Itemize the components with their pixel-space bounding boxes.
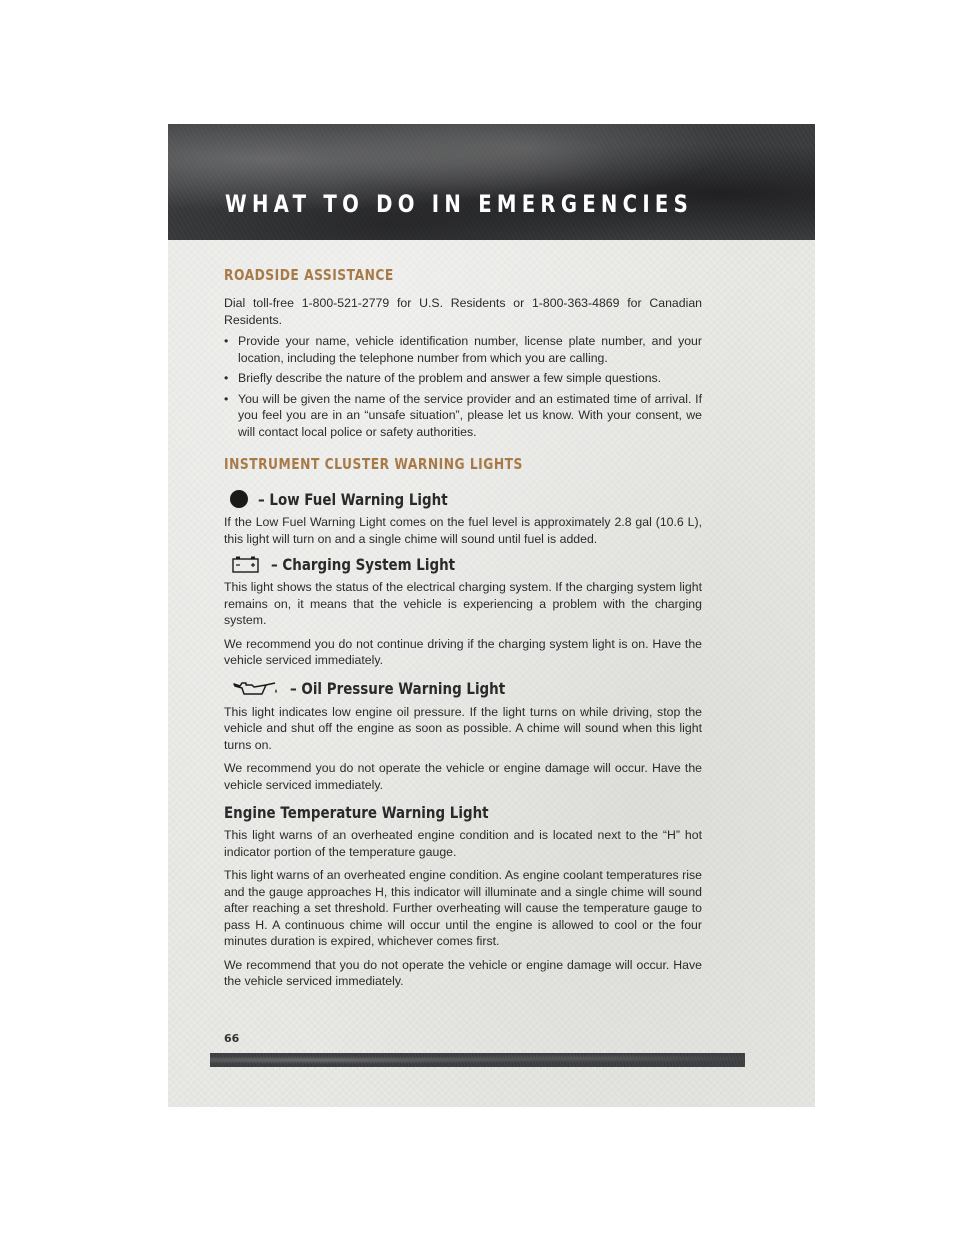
list-item: • Provide your name, vehicle identification number, license plate number, and your location, including the telephone number from which you are calling. <box>224 333 702 366</box>
low-fuel-text: If the Low Fuel Warning Light comes on the fuel level is approximately 2.8 gal (10.6 L), this light will turn on and a single chime will sound until fuel is added. <box>224 515 702 546</box>
oil-pressure-title: – Oil Pressure Warning Light <box>290 679 506 698</box>
roadside-assistance-heading: ROADSIDE ASSISTANCE <box>224 266 394 284</box>
engine-temp-text-1: This light warns of an overheated engine condition and is located next to the “H” hot indicator portion of the temperature gauge. <box>224 828 702 859</box>
list-item: • You will be given the name of the service provider and an estimated time of arrival. If you feel you are in an “unsafe situation”, please let us know. With your consent, we will contact local police or safety authorities. <box>224 391 702 441</box>
charging-heading <box>224 552 702 576</box>
charging-text-2: We recommend you do not continue driving if the charging system light is on. Have the vehicle serviced immediately. <box>224 636 702 667</box>
low-fuel-heading <box>224 487 702 511</box>
list-item: • Briefly describe the nature of the problem and answer a few simple questions. <box>224 370 702 387</box>
engine-temp-text-2: This light warns of an overheated engine condition. As engine coolant temperatures rise and the gauge approaches H, this indicator will illuminate and a single chime will sound after reaching a set threshold. Further overheating will cause the temperature gauge to pass H. A continuous chime will occur until the engine is allowed to cool or the four minutes duration is expired, whichever comes first. <box>224 868 702 948</box>
roadside-intro: Dial toll-free 1-800-521-2779 for U.S. Residents or 1-800-363-4869 for Canadian Residents. <box>224 296 702 327</box>
oil-pressure-heading <box>224 677 702 701</box>
low-fuel-title: – Low Fuel Warning Light <box>258 489 448 509</box>
page-content <box>224 266 702 990</box>
page-number: 66 <box>224 1032 240 1045</box>
engine-temp-title: Engine Temperature Warning Light <box>224 802 489 822</box>
engine-temp-heading <box>224 800 702 824</box>
fuel-indicator-icon <box>230 490 248 508</box>
charging-text-1: This light shows the status of the electrical charging system. If the charging system light remains on, it means that the vehicle is experiencing a problem with the charging system. <box>224 580 702 627</box>
engine-temp-text-3: We recommend that you do not operate the vehicle or engine damage will occur. Have the vehicle serviced immediately. <box>224 957 702 988</box>
battery-icon <box>232 556 259 573</box>
oil-pressure-text-1: This light indicates low engine oil pressure. If the light turns on while driving, stop the vehicle and shut off the engine as soon as possible. A chime will sound when this light turns on. <box>224 704 702 752</box>
roadside-bullet-list <box>224 333 702 440</box>
charging-title: – Charging System Light <box>271 554 456 574</box>
oil-can-icon <box>232 680 280 698</box>
footer-bar <box>210 1053 745 1067</box>
instrument-cluster-heading: INSTRUMENT CLUSTER WARNING LIGHTS <box>224 455 523 473</box>
header-banner <box>168 124 815 240</box>
page-title: WHAT TO DO IN EMERGENCIES <box>225 190 694 218</box>
manual-page <box>168 124 815 1107</box>
oil-pressure-text-2: We recommend you do not operate the vehicle or engine damage will occur. Have the vehicle serviced immediately. <box>224 761 702 792</box>
